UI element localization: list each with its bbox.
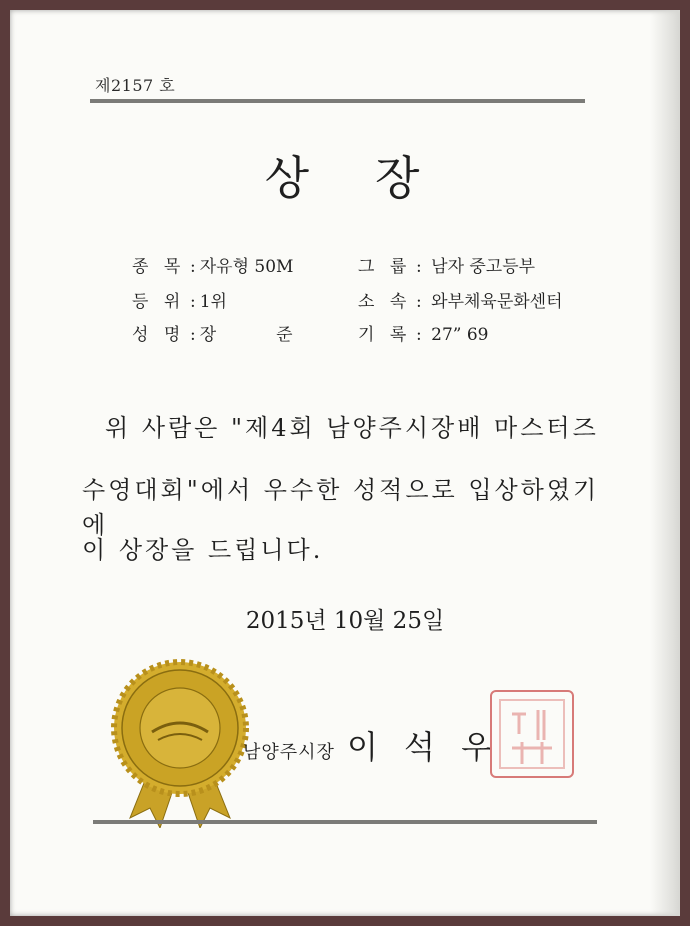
event-value: 자유형 50M (199, 257, 294, 277)
body-line-2: 수영대회"에서 우수한 성적으로 입상하였기에 (82, 476, 600, 539)
document-number: 제2157 호 (95, 76, 176, 95)
info-affiliation: 소 속 : 와부체육문화센터 (358, 287, 563, 312)
info-record: 기 록 : 27” 69 (358, 320, 489, 345)
issuer (243, 722, 500, 768)
gold-seal-icon (105, 658, 255, 828)
issuer-title: 남양주시장 (243, 742, 335, 763)
record-label: 기 록 (358, 325, 412, 345)
top-rule (90, 99, 585, 103)
group-value: 남자 중고등부 (431, 257, 536, 277)
group-label: 그 룹 (358, 257, 412, 277)
info-name: 성 명 : 장 준 (132, 320, 293, 345)
record-value: 27” 69 (431, 325, 489, 345)
info-event: 종 목 : 자유형 50M (132, 252, 293, 277)
title-char-1: 상 (264, 151, 315, 205)
body-line-1: 위 사람은 "제4회 남양주시장배 마스터즈 (105, 414, 599, 442)
event-label: 종 목 (132, 257, 186, 277)
bottom-rule (93, 820, 597, 824)
red-stamp-icon (490, 690, 574, 778)
certificate-title (10, 142, 680, 208)
rank-value: 1위 (199, 292, 227, 312)
name-last: 준 (276, 325, 293, 345)
body-line-3: 이 상장을 드립니다. (82, 536, 324, 564)
stamp-mark (492, 692, 572, 776)
name-label: 성 명 (132, 325, 186, 345)
issue-date: 2015년 10월 25일 (245, 608, 445, 634)
issuer-name: 이 석 우 (346, 728, 501, 766)
name-first: 장 (199, 325, 217, 345)
affiliation-label: 소 속 (358, 292, 412, 312)
certificate-paper (10, 10, 680, 916)
info-rank: 등 위 : 1위 (132, 287, 227, 312)
affiliation-value: 와부체육문화센터 (431, 292, 563, 312)
rank-label: 등 위 (132, 292, 186, 312)
title-char-2: 장 (375, 151, 426, 205)
info-group: 그 룹 : 남자 중고등부 (358, 252, 535, 277)
